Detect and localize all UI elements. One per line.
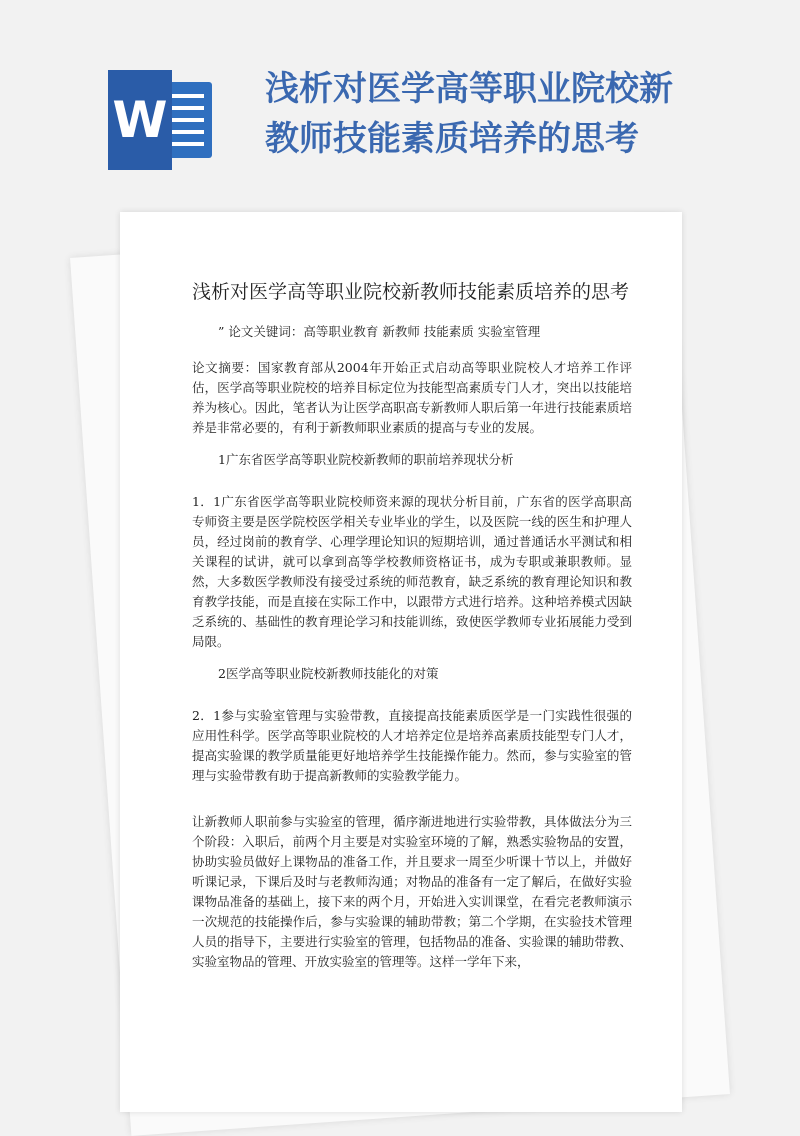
section-1-1-paragraph: 1．1广东省医学高等职业院校师资来源的现状分析目前，广东省的医学高职高专师资主要是医学院校医学相关专业毕业的学生，以及医院一线的医生和护理人员，经过岗前的教育学、心理学理论知识的短期培训，通过普通话水平测试和相关课程的试讲，就可以拿到高等学校教师资格证书，成为专职或兼职教师。显然，大多数医学教师没有接受过系统的师范教育，缺乏系统的教育理论知识和教育教学技能，而是直接在实际工作中，以跟带方式进行培养。这种培养模式因缺乏系统的、基础性的教育理论学习和技能训练，致使医学教师专业拓展能力受到局限。 — [192, 494, 632, 649]
page-header-title: 浅析对医学高等职业院校新教师技能素质培养的思考 — [265, 69, 673, 159]
word-document-icon — [108, 70, 220, 170]
keywords-line: ” 论文关键词：高等职业教育 新教师 技能素质 实验室管理 — [218, 324, 541, 339]
section-2-1-paragraph: 2．1参与实验室管理与实验带教，直接提高技能素质医学是一门实践性很强的应用性科学。医学高等职业院校的人才培养定位是培养高素质技能型专门人才，提高实验课的教学质量能更好地培养学生技能操作能力。然而，参与实验室的管理与实验带教有助于提高新教师的实验教学能力。 — [192, 708, 632, 783]
section-1-heading: 1广东省医学高等职业院校新教师的职前培养现状分析 — [218, 452, 514, 467]
section-2-heading: 2医学高等职业院校新教师技能化的对策 — [218, 666, 439, 681]
document-title: 浅析对医学高等职业院校新教师技能素质培养的思考 — [192, 281, 630, 303]
document-page — [120, 212, 682, 1112]
abstract-paragraph: 论文摘要：国家教育部从2004年开始正式启动高等职业院校人才培养工作评估，医学高等职业院校的培养目标定位为技能型高素质专门人才，突出以技能培养为核心。因此，笔者认为让医学高职高专新教师人职后第一年进行技能素质培养是非常必要的，有利于新教师职业素质的提高与专业的发展。 — [192, 360, 632, 435]
word-letter: W — [108, 70, 172, 170]
document-content — [192, 278, 632, 984]
body-paragraph: 让新教师人职前参与实验室的管理，循序渐进地进行实验带教，具体做法分为三个阶段：入职后，前两个月主要是对实验室环境的了解，熟悉实验物品的安置，协助实验员做好上课物品的准备工作，并且要求一周至少听课十节以上，并做好听课记录，下课后及时与老教师沟通；对物品的准备有一定了解后，在做好实验课物品准备的基础上，接下来的两个月，开始进入实训课堂，在看完老教师演示一次规范的技能操作后，参与实验课的辅助带教；第二个学期，在实验技术管理人员的指导下，主要进行实验室的管理，包括物品的准备、实验课的辅助带教、实验室物品的管理、开放实验室的管理等。这样一学年下来， — [192, 814, 632, 969]
